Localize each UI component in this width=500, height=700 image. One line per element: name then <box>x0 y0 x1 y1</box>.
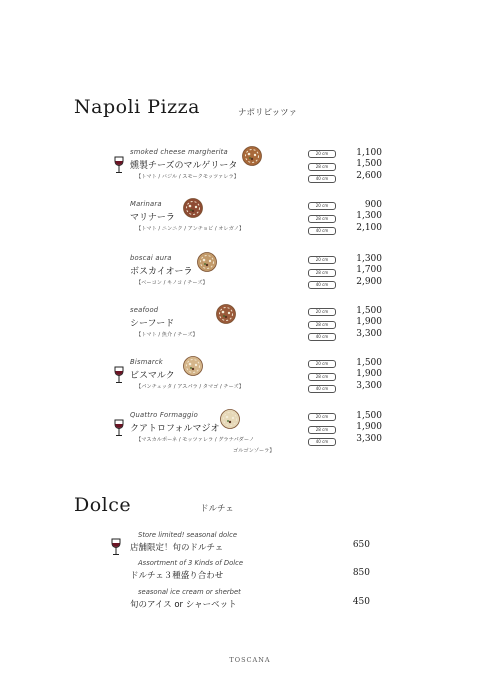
pizza-ingredients: 【パンチェッタ / アスパラ / タマゴ / チーズ】 <box>136 384 244 390</box>
pizza-ingredients: 【トマト / バジル / スモークモッツァレラ】 <box>136 174 239 180</box>
price: 1,100 <box>356 148 382 158</box>
pizza-name-jp: ビスマルク <box>130 371 175 381</box>
pizza-photo-icon <box>216 304 236 324</box>
pizza-name-en: Quattro Formaggio <box>130 411 198 419</box>
price: 1,300 <box>356 254 382 264</box>
size-badge: 20 cm <box>308 202 336 210</box>
price: 1,900 <box>356 369 382 380</box>
size-badge: 40 cm <box>308 175 336 183</box>
pizza-ingredients: 【トマト / 魚介 / チーズ】 <box>136 332 198 338</box>
pizza-ingredients: 【マスカルポーネ / モッツァレラ / グラナパダーノ <box>136 437 255 443</box>
pizza-item <box>0 148 500 200</box>
dolce-name-jp: 旬のアイス or シャーベット <box>130 600 237 610</box>
pizza-name-jp: マリナーラ <box>130 213 175 223</box>
pizza-name-en: Marinara <box>130 200 162 208</box>
wine-glass-icon <box>113 366 125 384</box>
pizza-name-jp: シーフード <box>130 319 175 329</box>
pizza-item <box>0 200 500 252</box>
price: 3,300 <box>356 380 382 391</box>
price-list <box>342 200 382 234</box>
dolce-name-en: Assortment of 3 Kinds of Dolce <box>138 559 244 567</box>
pizza-ingredients-cont: ゴルゴンゾーラ】 <box>233 448 275 454</box>
size-badge: 20 cm <box>308 360 336 368</box>
dolce-name-jp: ドルチェ３種盛り合わせ <box>130 571 224 581</box>
size-list <box>308 150 336 188</box>
price-list <box>342 358 382 392</box>
pizza-ingredients: 【ベーコン / キノコ / チーズ】 <box>136 280 208 286</box>
price: 2,600 <box>356 170 382 181</box>
pizza-name-en: boscai aura <box>130 254 172 262</box>
pizza-section-subtitle: ナポリピッツァ <box>238 108 298 118</box>
size-list <box>308 202 336 240</box>
price: 1,500 <box>356 159 382 170</box>
price-list <box>342 254 382 288</box>
price: 2,900 <box>356 276 382 287</box>
footer-brand: TOSCANA <box>229 656 271 664</box>
price: 2,100 <box>356 222 382 233</box>
size-list <box>308 256 336 294</box>
size-list <box>308 413 336 451</box>
pizza-item <box>0 358 500 410</box>
dolce-name-en: seasonal ice cream or sherbet <box>138 588 241 596</box>
pizza-photo-icon <box>242 146 262 166</box>
pizza-photo-icon <box>183 356 203 376</box>
size-badge: 28 cm <box>308 373 336 381</box>
dolce-price: 650 <box>352 540 370 550</box>
size-badge: 28 cm <box>308 215 336 223</box>
dolce-item <box>0 559 500 585</box>
price: 1,900 <box>356 317 382 328</box>
pizza-name-en: Bismarck <box>130 358 163 366</box>
size-badge: 40 cm <box>308 333 336 341</box>
price-list <box>342 148 382 182</box>
dolce-section-title: Dolce <box>74 494 132 516</box>
pizza-item <box>0 411 500 463</box>
price: 1,500 <box>356 306 382 316</box>
size-badge: 20 cm <box>308 150 336 158</box>
pizza-photo-icon <box>197 252 217 272</box>
size-badge: 28 cm <box>308 426 336 434</box>
price-list <box>342 306 382 340</box>
size-badge: 40 cm <box>308 281 336 289</box>
dolce-price: 850 <box>352 568 370 578</box>
size-badge: 20 cm <box>308 413 336 421</box>
price: 1,700 <box>356 265 382 276</box>
pizza-item <box>0 254 500 306</box>
pizza-name-en: smoked cheese margherita <box>130 148 228 156</box>
pizza-name-en: seafood <box>130 306 159 314</box>
size-badge: 28 cm <box>308 321 336 329</box>
size-badge: 20 cm <box>308 308 336 316</box>
price: 1,300 <box>356 211 382 222</box>
pizza-section-title: Napoli Pizza <box>74 96 200 118</box>
dolce-name-en: Store limited! seasonal dolce <box>138 531 237 539</box>
size-badge: 28 cm <box>308 163 336 171</box>
price: 900 <box>364 200 382 210</box>
size-badge: 28 cm <box>308 269 336 277</box>
pizza-name-jp: クアトロフォルマジオ <box>130 424 220 434</box>
dolce-section-subtitle: ドルチェ <box>200 504 234 514</box>
size-badge: 20 cm <box>308 256 336 264</box>
size-list <box>308 308 336 346</box>
price: 3,300 <box>356 433 382 444</box>
wine-glass-icon <box>110 538 122 556</box>
dolce-name-jp: 店舗限定！旬のドルチェ <box>130 543 224 553</box>
price: 1,500 <box>356 411 382 421</box>
pizza-photo-icon <box>183 198 203 218</box>
price: 3,300 <box>356 328 382 339</box>
size-badge: 40 cm <box>308 227 336 235</box>
pizza-item <box>0 306 500 358</box>
pizza-photo-icon <box>220 409 240 429</box>
dolce-price: 450 <box>352 597 370 607</box>
size-list <box>308 360 336 398</box>
size-badge: 40 cm <box>308 438 336 446</box>
price: 1,500 <box>356 358 382 368</box>
size-badge: 40 cm <box>308 385 336 393</box>
dolce-item <box>0 531 500 557</box>
pizza-name-jp: ボスカイオーラ <box>130 267 193 277</box>
dolce-item <box>0 588 500 614</box>
wine-glass-icon <box>113 419 125 437</box>
pizza-ingredients: 【トマト / ニンニク / アンチョビ / オレガノ】 <box>136 226 245 232</box>
wine-glass-icon <box>113 156 125 174</box>
price-list <box>342 411 382 445</box>
pizza-name-jp: 燻製チーズのマルゲリータ <box>130 161 238 171</box>
price: 1,900 <box>356 422 382 433</box>
